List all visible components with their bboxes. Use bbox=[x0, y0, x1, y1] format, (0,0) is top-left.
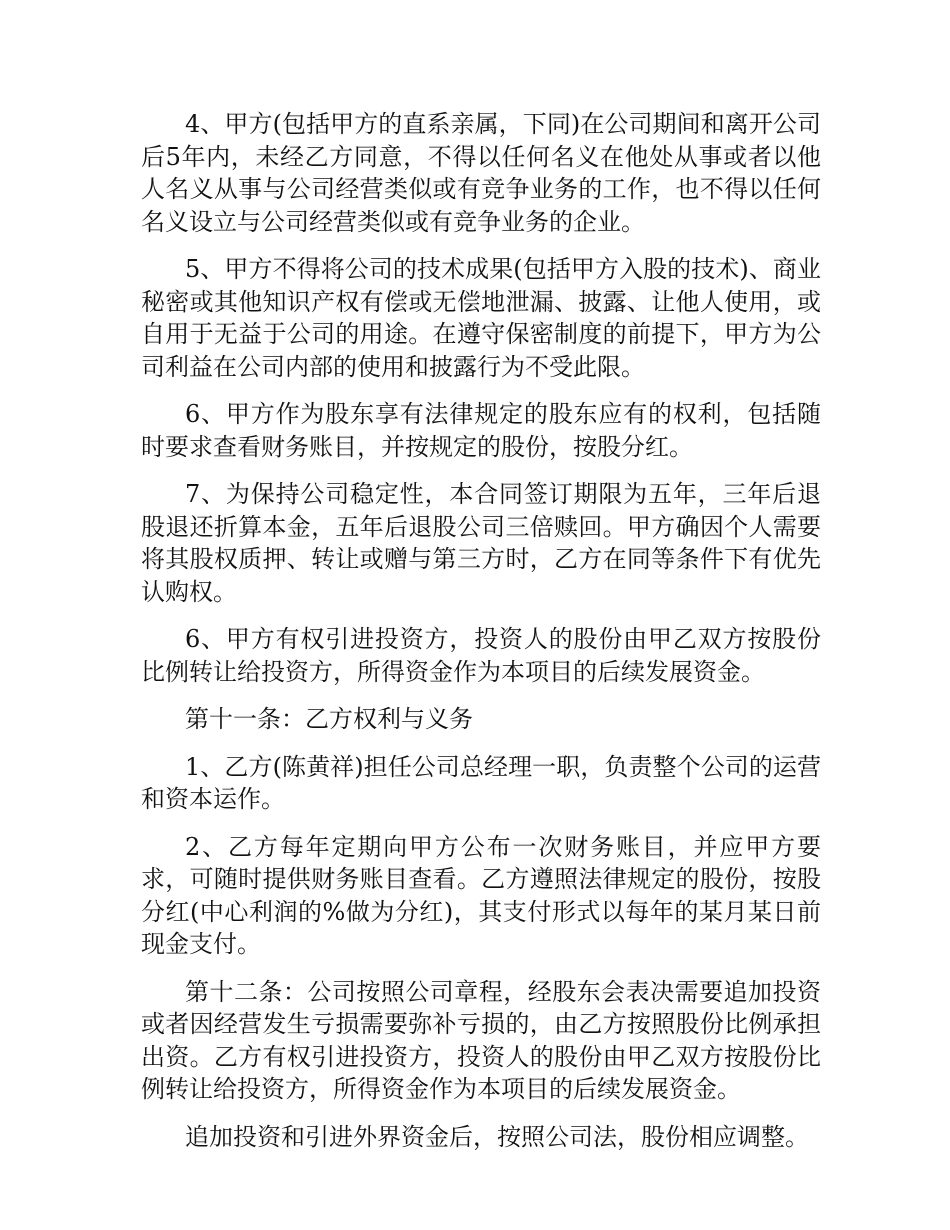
paragraph-party-b-financial-disclosure: 2、乙方每年定期向甲方公布一次财务账目，并应甲方要求，可随时提供财务账目查看。乙方遵照法律规定的股份，按股分红(中心利润的%做为分红)，其支付形式以每年的某月某日前现金支付。 bbox=[141, 832, 821, 958]
paragraph-article-12-additional-investment: 第十二条：公司按照公司章程，经股东会表决需要追加投资或者因经营发生亏损需要弥补亏损的，由乙方按照股份比例承担出资。乙方有权引进投资方，投资人的股份由甲乙双方按股份比例转让给投资方，所得资金作为本项目的后续发展资金。 bbox=[141, 977, 821, 1103]
paragraph-party-a-investors: 6、甲方有权引进投资方，投资人的股份由甲乙双方按股份比例转让给投资方，所得资金作为本项目的后续发展资金。 bbox=[141, 625, 821, 686]
article-11-heading: 第十一条：乙方权利与义务 bbox=[185, 705, 473, 733]
paragraph-party-b-general-manager: 1、乙方(陈黄祥)担任公司总经理一职，负责整个公司的运营和资本运作。 bbox=[141, 752, 821, 813]
document-page bbox=[141, 108, 821, 1168]
paragraph-party-a-non-compete: 4、甲方(包括甲方的直系亲属，下同)在公司期间和离开公司后5年内，未经乙方同意，不得以任何名义在他处从事或者以他人名义从事与公司经营类似或有竞争业务的工作，也不得以任何名义设立与公司经营类似或有竞争业务的企业。 bbox=[141, 110, 821, 236]
paragraph-share-adjustment: 追加投资和引进外界资金后，按照公司法，股份相应调整。 bbox=[185, 1122, 809, 1151]
paragraph-party-a-confidentiality: 5、甲方不得将公司的技术成果(包括甲方入股的技术)、商业秘密或其他知识产权有偿或无偿地泄漏、披露、让他人使用，或自用于无益于公司的用途。在遵守保密制度的前提下，甲方为公司利益在公司内部的使用和披露行为不受此限。 bbox=[141, 255, 821, 381]
paragraph-party-a-shareholder-rights: 6、甲方作为股东享有法律规定的股东应有的权利，包括随时要求查看财务账目，并按规定的股份，按股分红。 bbox=[141, 400, 821, 461]
paragraph-contract-term: 7、为保持公司稳定性，本合同签订期限为五年，三年后退股退还折算本金，五年后退股公司三倍赎回。甲方确因个人需要将其股权质押、转让或赠与第三方时，乙方在同等条件下有优先认购权。 bbox=[141, 480, 821, 606]
